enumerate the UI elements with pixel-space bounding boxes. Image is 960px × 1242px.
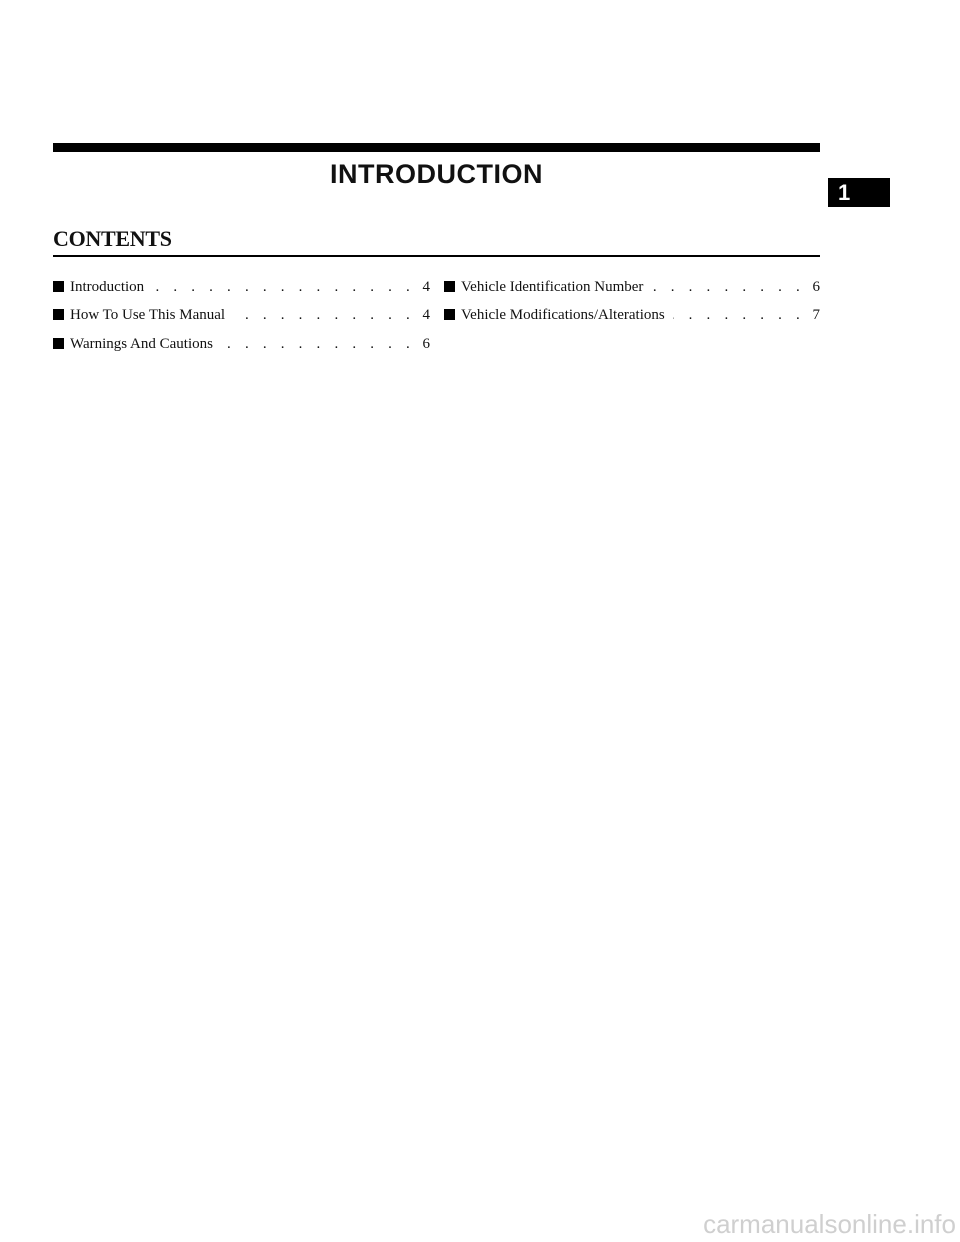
dot-leader	[673, 304, 805, 326]
toc-entry-how-to-use[interactable]	[53, 304, 430, 332]
contents-heading: CONTENTS	[53, 226, 172, 251]
toc-entry-modifications[interactable]	[444, 304, 820, 332]
contents-rule	[53, 255, 820, 257]
toc-column-right	[444, 276, 820, 333]
square-bullet-icon	[53, 281, 64, 292]
toc-entry-warnings[interactable]	[53, 333, 430, 361]
toc-entry-page: 6	[812, 279, 820, 295]
dot-leader	[221, 333, 415, 355]
toc-entry-page: 6	[422, 335, 430, 352]
square-bullet-icon	[53, 338, 64, 349]
chapter-title: INTRODUCTION	[330, 159, 543, 189]
toc-entry-label: Vehicle Identification Number	[461, 279, 644, 295]
watermark: carmanualsonline.info	[703, 1209, 956, 1239]
toc-column-left	[53, 276, 430, 361]
toc-entry-label: Vehicle Modifications/Alterations	[461, 307, 665, 324]
dot-leader	[152, 276, 415, 298]
dot-leader	[233, 304, 415, 326]
toc-entry-label: Introduction	[70, 279, 145, 295]
dot-leader	[651, 276, 805, 298]
toc-entry-page: 4	[422, 307, 430, 324]
top-rule	[53, 143, 820, 152]
square-bullet-icon	[53, 309, 64, 320]
toc-entry-label: Warnings And Cautions	[70, 335, 213, 352]
toc-entry-introduction[interactable]	[53, 276, 430, 304]
toc-entry-page: 4	[422, 279, 430, 295]
square-bullet-icon	[444, 281, 455, 292]
chapter-tab[interactable]: 1	[828, 178, 890, 207]
toc-entry-page: 7	[812, 307, 820, 324]
square-bullet-icon	[444, 309, 455, 320]
toc-entry-vin[interactable]	[444, 276, 820, 304]
toc-entry-label: How To Use This Manual	[70, 307, 226, 324]
